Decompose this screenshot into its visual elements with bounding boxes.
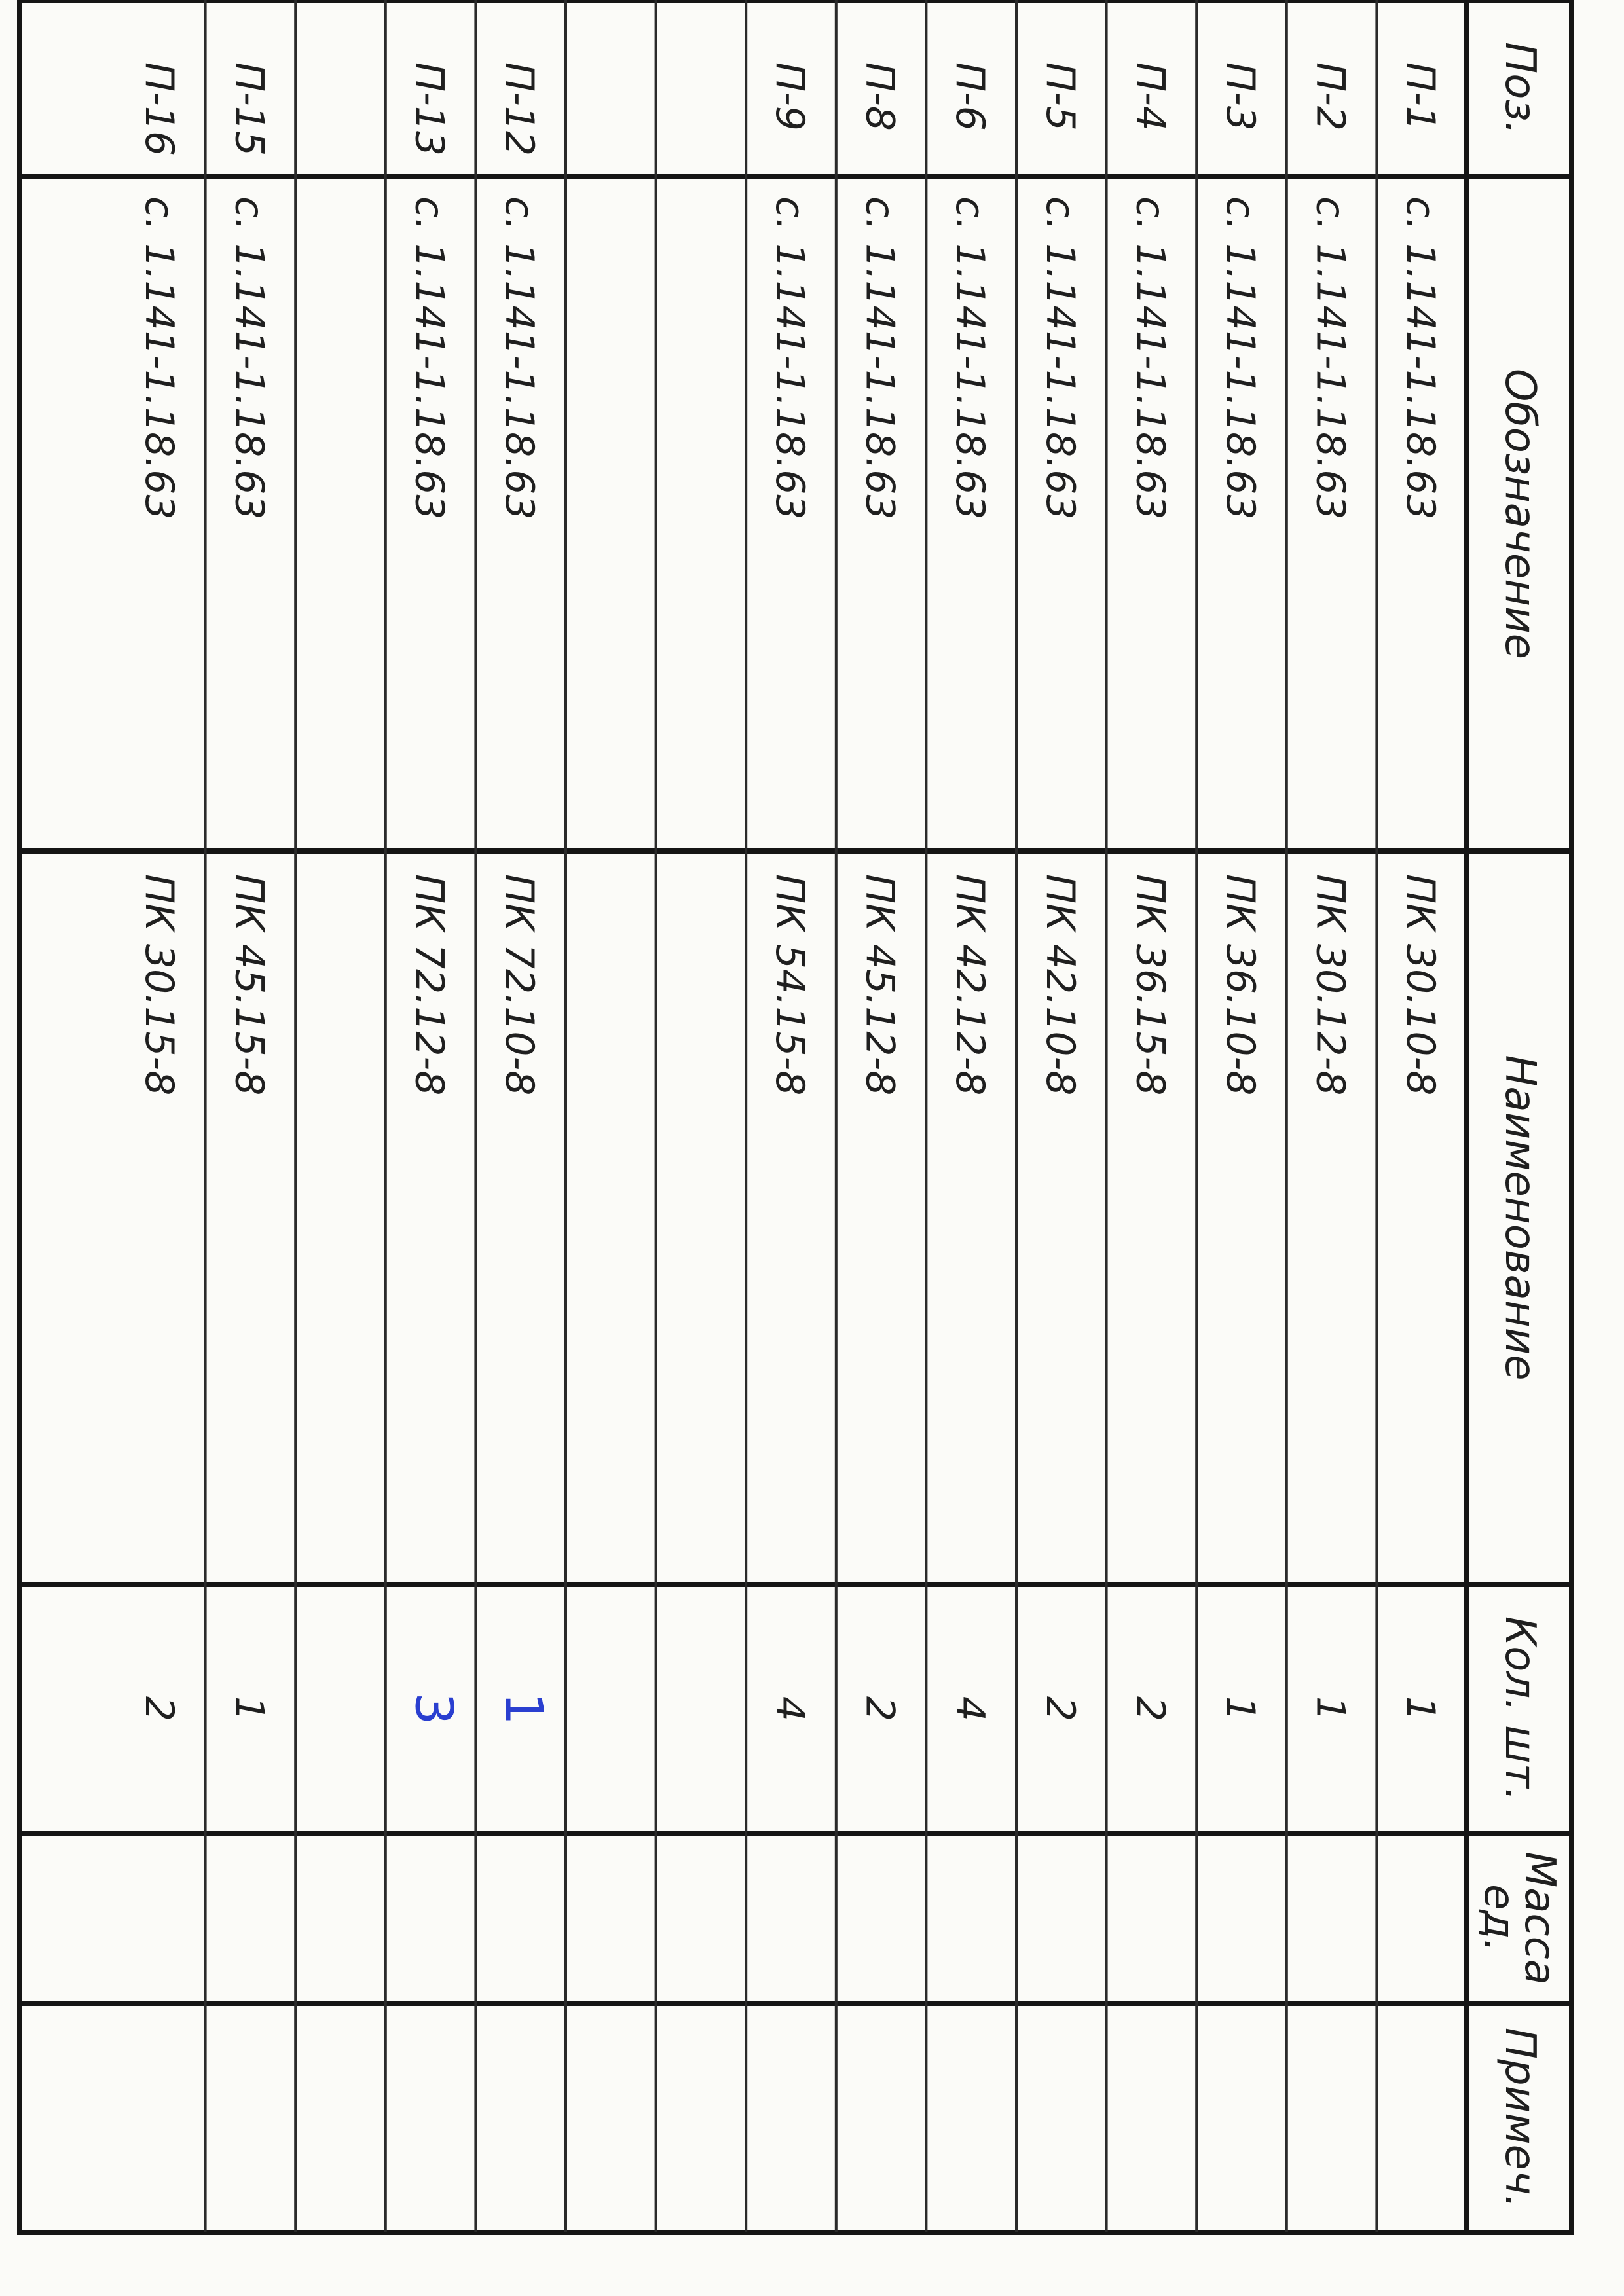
cell-designation: с. 1.141-1.18.63 [1037, 196, 1083, 520]
specification-table [20, 0, 1572, 2232]
cell-pos: П-15 [226, 62, 272, 156]
header-qty: Кол. шт. [1496, 1616, 1544, 1802]
cell-name: ПК 45.12-8 [857, 874, 903, 1096]
cell-name: ПК 72.10-8 [496, 874, 543, 1096]
cell-name: ПК 45.15-8 [226, 874, 272, 1096]
cell-qty: 1 [1397, 1696, 1444, 1722]
cell-designation: с. 1.141-1.18.63 [496, 196, 543, 520]
cell-pos: П-13 [406, 62, 452, 156]
header-mass-line2: ед. [1475, 1884, 1523, 1952]
cell-qty: 2 [1127, 1696, 1173, 1722]
cell-pos: П-4 [1127, 62, 1173, 131]
cell-pos: П-6 [947, 62, 993, 131]
cell-pos: П-5 [1037, 62, 1083, 131]
cell-designation: с. 1.141-1.18.63 [766, 196, 813, 520]
cell-name: ПК 42.12-8 [947, 874, 993, 1096]
cell-name: ПК 36.15-8 [1127, 874, 1173, 1096]
cell-qty: 2 [136, 1696, 182, 1722]
cell-name: ПК 36.10-8 [1217, 874, 1263, 1096]
cell-designation: с. 1.141-1.18.63 [1127, 196, 1173, 520]
cell-name: ПК 42.10-8 [1037, 874, 1083, 1096]
cell-pos: П-8 [857, 62, 903, 131]
cell-pos: П-9 [766, 62, 813, 131]
cell-qty: 1 [494, 1692, 553, 1725]
cell-designation: с. 1.141-1.18.63 [406, 196, 452, 520]
header-note: Примеч. [1496, 2027, 1544, 2209]
cell-qty: 4 [766, 1696, 813, 1722]
cell-qty: 3 [403, 1692, 463, 1725]
cell-qty: 2 [1037, 1696, 1083, 1722]
header-mass-line1: Масса [1515, 1851, 1564, 1986]
cell-qty: 1 [226, 1696, 272, 1722]
cell-qty: 1 [1307, 1696, 1354, 1722]
cell-pos: П-16 [136, 62, 182, 156]
cell-designation: с. 1.141-1.18.63 [1307, 196, 1354, 520]
header-designation: Обозначение [1496, 368, 1544, 660]
header-name: Наименование [1496, 1055, 1544, 1381]
cell-name: ПК 30.10-8 [1397, 874, 1444, 1096]
cell-qty: 1 [1217, 1696, 1263, 1722]
cell-designation: с. 1.141-1.18.63 [1217, 196, 1263, 520]
cell-pos: П-1 [1397, 62, 1444, 131]
cell-designation: с. 1.141-1.18.63 [1397, 196, 1444, 520]
cell-designation: с. 1.141-1.18.63 [226, 196, 272, 520]
cell-designation: с. 1.141-1.18.63 [136, 196, 182, 520]
cell-name: ПК 54.15-8 [766, 874, 813, 1096]
cell-name: ПК 30.12-8 [1307, 874, 1354, 1096]
cell-qty: 2 [857, 1696, 903, 1722]
cell-pos: П-12 [496, 62, 543, 156]
cell-designation: с. 1.141-1.18.63 [857, 196, 903, 520]
header-pos: Поз. [1496, 42, 1544, 135]
cell-pos: П-2 [1307, 62, 1354, 131]
cell-designation: с. 1.141-1.18.63 [947, 196, 993, 520]
cell-pos: П-3 [1217, 62, 1263, 131]
cell-name: ПК 72.12-8 [406, 874, 452, 1096]
table-body [136, 0, 1443, 2232]
cell-name: ПК 30.15-8 [136, 874, 182, 1096]
cell-qty: 4 [947, 1696, 993, 1722]
